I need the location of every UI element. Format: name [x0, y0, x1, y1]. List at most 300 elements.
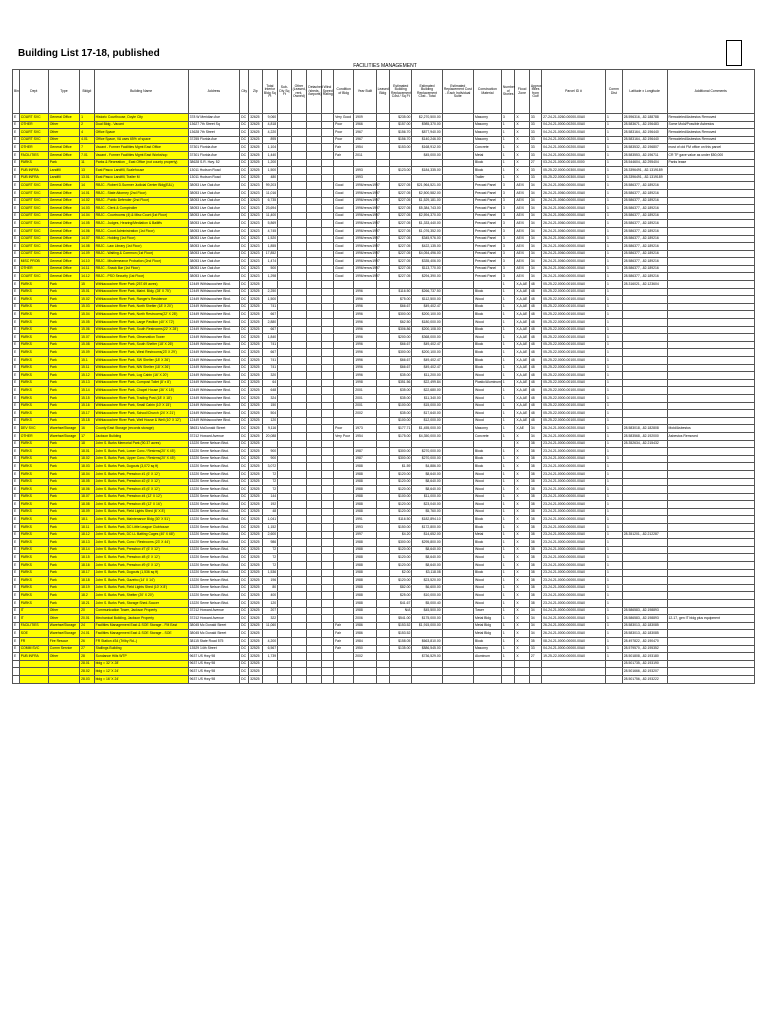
- cell-det: [307, 394, 322, 402]
- cell-suite: [442, 554, 473, 562]
- cell-bin: E: [13, 319, 20, 327]
- cell-suite: [442, 227, 473, 235]
- cell-leased: [376, 531, 389, 539]
- cell-mi: 27: [529, 159, 541, 167]
- cell-leased: [376, 615, 389, 623]
- cell-comm: [667, 205, 755, 213]
- cell-city: DC: [240, 440, 249, 448]
- cell-cond: Good: [334, 182, 354, 190]
- cell-cond: [334, 364, 354, 372]
- cell-parcel: 04-24-21-0000-00000-00A0: [542, 645, 606, 653]
- table-row: [13, 562, 755, 570]
- cell-suite: [442, 281, 473, 289]
- cell-city: DC: [240, 159, 249, 167]
- cell-cost: $35.00: [390, 410, 412, 418]
- cell-mi: 48: [529, 319, 541, 327]
- cell-det: [307, 463, 322, 471]
- cell-zip: 32623: [249, 189, 262, 197]
- cell-wind: [321, 136, 333, 144]
- cell-id: 14.08: [80, 243, 95, 251]
- cell-sqft: 1,440: [262, 151, 278, 159]
- cell-total: $184,335.00: [412, 167, 442, 175]
- cell-suite: [442, 463, 473, 471]
- cell-sqft: 1,200: [262, 159, 278, 167]
- cell-total: $11,200.00: [412, 372, 442, 380]
- cell-cost: $100.00: [390, 402, 412, 410]
- cell-year: 1988: [354, 584, 376, 592]
- cell-parcel: 05-25-22-0000-00100-00A0: [542, 402, 606, 410]
- cell-mi: 38: [529, 600, 541, 608]
- cell-det: [307, 349, 322, 357]
- cell-zip: 32623: [249, 243, 262, 251]
- cell-zip: 32625: [249, 607, 262, 615]
- cell-cost: $2.00: [390, 569, 412, 577]
- cell-leased: [376, 341, 389, 349]
- cell-total: $175,000.00: [412, 615, 442, 623]
- cell-ll: [622, 410, 667, 418]
- cell-fz: X: [515, 554, 530, 562]
- cell-comm: [667, 250, 755, 258]
- cell-mi: 34: [529, 607, 541, 615]
- cell-mat: Wood: [473, 600, 501, 608]
- cell-name: John S. Burks Park, Storage Shed-Soccer: [94, 600, 188, 608]
- cell-ll: 28.583018, -82.182808: [622, 425, 667, 433]
- cell-parcel: 26-24-21-0060-00000-00A0: [542, 265, 606, 273]
- cell-mat: Precast Panel: [473, 189, 501, 197]
- cell-name: Sundance Hills WTP: [94, 653, 188, 661]
- cell-comm: [667, 357, 755, 365]
- cell-zip: 32525: [249, 600, 262, 608]
- cell-year: 1954: [354, 144, 376, 152]
- cell-oth: [291, 288, 307, 296]
- cell-type: Park: [48, 288, 79, 296]
- cell-name: John S. Burks Park, Upper Conc / Restrms(20' X 45'): [94, 455, 188, 463]
- cell-comm: [667, 554, 755, 562]
- cell-suite: [442, 151, 473, 159]
- column-header: Bldg#: [80, 70, 95, 114]
- cell-parcel: 26-24-21-0000-00200-00A0: [542, 425, 606, 433]
- cell-det: [307, 600, 322, 608]
- cell-det: [307, 448, 322, 456]
- table-row: [13, 349, 755, 357]
- cell-cost: $66.67: [390, 357, 412, 365]
- cell-leased: [376, 653, 389, 661]
- cell-st: 3: [501, 273, 514, 281]
- cell-sqft: 900: [262, 448, 278, 456]
- cell-wind: [321, 470, 333, 478]
- column-header: Address: [188, 70, 239, 114]
- cell-det: [307, 357, 322, 365]
- column-header: Other (Leased, rent, Owned): [291, 70, 307, 114]
- cell-total: $8,640.00: [412, 478, 442, 486]
- cell-total: $736,529.00: [412, 653, 442, 661]
- cell-sqft: 11,060: [262, 622, 278, 630]
- cell-parcel: 04-24-21-0000-00000-00A0: [542, 607, 606, 615]
- cell-oth: [291, 432, 307, 440]
- cell-city: DC: [240, 212, 249, 220]
- cell-det: [307, 258, 322, 266]
- cell-cond: [334, 486, 354, 494]
- cell-cost: $120.00: [390, 562, 412, 570]
- cell-wind: [321, 311, 333, 319]
- cell-mat: Block: [473, 455, 501, 463]
- cell-mat: Precast Panel: [473, 243, 501, 251]
- cell-comm: [667, 311, 755, 319]
- cell-cond: Good: [334, 265, 354, 273]
- cell-st: 1: [501, 493, 514, 501]
- cell-fz: X: [515, 114, 530, 122]
- cell-sqft: 1,739: [262, 653, 278, 661]
- cell-cond: [334, 668, 354, 676]
- cell-dept: [19, 660, 48, 668]
- cell-ll: 28.586377, -82.189216: [622, 243, 667, 251]
- cell-zip: 32623: [249, 250, 262, 258]
- cell-dept: PARKS: [19, 334, 48, 342]
- cell-ll: 28.586377, -82.189216: [622, 250, 667, 258]
- cell-sqft: 1,474: [262, 258, 278, 266]
- cell-cond: Fair: [334, 630, 354, 638]
- cell-sqft: 1,855: [262, 243, 278, 251]
- cell-fz: AE/X: [515, 243, 530, 251]
- cell-city: DC: [240, 630, 249, 638]
- cell-city: DC: [240, 637, 249, 645]
- cell-year: 1996/renov1997: [354, 250, 376, 258]
- cell-oth: [291, 493, 307, 501]
- cell-sqft: 20,088: [262, 432, 278, 440]
- cell-mat: Block: [473, 448, 501, 456]
- cell-sub: [278, 319, 291, 327]
- cell-wind: [321, 630, 333, 638]
- cell-zip: 32525: [249, 478, 262, 486]
- cell-bin: E: [13, 622, 20, 630]
- cell-wind: [321, 121, 333, 129]
- cell-leased: [376, 121, 389, 129]
- cell-type: Park: [48, 470, 79, 478]
- cell-dept: COURT SVC: [19, 205, 48, 213]
- column-header: Wind Speed Rating: [321, 70, 333, 114]
- cell-comm: [667, 273, 755, 281]
- cell-leased: [376, 417, 389, 425]
- cell-id: 15.05: [80, 319, 95, 327]
- cell-st: 1: [501, 432, 514, 440]
- cell-type: Park: [48, 281, 79, 289]
- cell-suite: [442, 448, 473, 456]
- cell-comm: [667, 372, 755, 380]
- cell-type: Park: [48, 569, 79, 577]
- cell-comm: [667, 630, 755, 638]
- cell-mi: 48: [529, 311, 541, 319]
- cell-addr: 38045 Mc Donald Street: [188, 630, 239, 638]
- cell-cond: [334, 448, 354, 456]
- cell-cond: Good: [334, 243, 354, 251]
- cell-sub: [278, 600, 291, 608]
- cell-ll: [622, 600, 667, 608]
- cell-cd: 1: [605, 250, 622, 258]
- cell-parcel: 05-25-22-0000-00100-00A0: [542, 341, 606, 349]
- cell-dept: PARKS: [19, 562, 48, 570]
- cell-bin: E: [13, 653, 20, 661]
- cell-cd: 1: [605, 326, 622, 334]
- cell-oth: [291, 546, 307, 554]
- cell-mat: Wood: [473, 577, 501, 585]
- cell-parcel: 23-24-21-0000-00000-00A0: [542, 554, 606, 562]
- cell-zip: 32525: [249, 303, 262, 311]
- cell-sub: [278, 417, 291, 425]
- cell-st: 1: [501, 159, 514, 167]
- cell-total: $295,800.00: [412, 539, 442, 547]
- cell-mi: 48: [529, 341, 541, 349]
- cell-year: 1996/renov1997: [354, 205, 376, 213]
- cell-mi: 33: [529, 151, 541, 159]
- cell-name: Withlacoochee River Park, North Restrooms(22' X 28'): [94, 311, 188, 319]
- cell-id: 14.02: [80, 197, 95, 205]
- cell-year: [354, 440, 376, 448]
- cell-sub: [278, 546, 291, 554]
- cell-suite: [442, 273, 473, 281]
- cell-sub: [278, 577, 291, 585]
- cell-mi: 34: [529, 622, 541, 630]
- cell-cost: $227.05: [390, 273, 412, 281]
- cell-id: 15.06: [80, 326, 95, 334]
- cell-mat: Concrete: [473, 144, 501, 152]
- cell-zip: 32525: [249, 311, 262, 319]
- cell-parcel: 23-24-21-0000-00000-00A0: [542, 539, 606, 547]
- table-row: [13, 129, 755, 137]
- cell-cost: $66.67: [390, 364, 412, 372]
- cell-zip: 32525: [249, 281, 262, 289]
- cell-cost: $177.71: [390, 425, 412, 433]
- cell-addr: 13220 Seme Nelson Blvd.: [188, 524, 239, 532]
- cell-year: 1996/renov1997: [354, 220, 376, 228]
- cell-suite: [442, 167, 473, 175]
- cell-name: Historic Courthouse, Doyle City: [94, 114, 188, 122]
- cell-comm: [667, 637, 755, 645]
- cell-year: 1998: [354, 379, 376, 387]
- cell-suite: [442, 425, 473, 433]
- cell-wind: [321, 182, 333, 190]
- cell-cd: 1: [605, 410, 622, 418]
- cell-fz: X: [515, 630, 530, 638]
- cell-dept: PARKS: [19, 410, 48, 418]
- cell-dept: PARKS: [19, 288, 48, 296]
- cell-cd: 1: [605, 622, 622, 630]
- cell-oth: [291, 167, 307, 175]
- cell-leased: [376, 539, 389, 547]
- cell-addr: 13627 7th Street Sq: [188, 121, 239, 129]
- cell-mat: Masonry: [473, 114, 501, 122]
- cell-oth: [291, 668, 307, 676]
- cell-ll: 28.586583, -82.198893: [622, 615, 667, 623]
- cell-bin: E: [13, 394, 20, 402]
- cell-leased: [376, 607, 389, 615]
- cell-fz: X: [515, 653, 530, 661]
- cell-cd: 1: [605, 159, 622, 167]
- cell-cd: 1: [605, 303, 622, 311]
- cell-sqft: 667: [262, 349, 278, 357]
- cell-st: 1: [501, 516, 514, 524]
- cell-suite: [442, 258, 473, 266]
- cell-st: 1: [501, 470, 514, 478]
- cell-suite: [442, 455, 473, 463]
- cell-cd: 1: [605, 637, 622, 645]
- cell-suite: [442, 410, 473, 418]
- cell-cond: [334, 592, 354, 600]
- cell-cd: 1: [605, 387, 622, 395]
- cell-wind: [321, 501, 333, 509]
- cell-id: 18.17: [80, 569, 95, 577]
- cell-type: Park: [48, 501, 79, 509]
- cell-zip: 32525: [249, 516, 262, 524]
- cell-id: 24.01: [80, 630, 95, 638]
- cell-fz: X: [515, 129, 530, 137]
- cell-mat: Block: [473, 159, 501, 167]
- cell-fz: X: [515, 493, 530, 501]
- cell-st: 1: [501, 341, 514, 349]
- cell-mat: [473, 440, 501, 448]
- cell-addr: 12449 Withlacoochee Blvd.: [188, 387, 239, 395]
- cell-addr: 13220 Seme Nelson Blvd.: [188, 493, 239, 501]
- cell-mat: Masonry: [473, 645, 501, 653]
- cell-leased: [376, 167, 389, 175]
- cell-name: Stallings Building: [94, 645, 188, 653]
- cell-addr: 38053 Live Oak Ave: [188, 235, 239, 243]
- cell-dept: PARKS: [19, 600, 48, 608]
- cell-ll: [622, 478, 667, 486]
- cell-type: General Office: [48, 265, 79, 273]
- cell-det: [307, 501, 322, 509]
- cell-wind: [321, 569, 333, 577]
- cell-oth: [291, 159, 307, 167]
- cell-det: [307, 250, 322, 258]
- table-row: [13, 250, 755, 258]
- cell-name: RBJC - State Attorney (2nd Floor): [94, 189, 188, 197]
- cell-total: $112,500.00: [412, 296, 442, 304]
- cell-sqft: 72: [262, 554, 278, 562]
- cell-cost: $227.05: [390, 197, 412, 205]
- cell-wind: [321, 508, 333, 516]
- table-row: [13, 212, 755, 220]
- cell-name: RBJC - Judges, Hearing/Mediation & Bailiffs: [94, 220, 188, 228]
- cell-fz: X,A,AE: [515, 402, 530, 410]
- cell-fz: AE/X: [515, 258, 530, 266]
- cell-cd: 1: [605, 478, 622, 486]
- cell-total: $45,000.00: [412, 151, 442, 159]
- cell-addr: 12449 Withlacoochee Blvd.: [188, 319, 239, 327]
- cell-zip: 32525: [249, 539, 262, 547]
- cell-zip: 32525: [249, 174, 262, 182]
- cell-mi: 38: [529, 577, 541, 585]
- cell-id: 28.01: [80, 660, 95, 668]
- cell-addr: 38628 S.R. Hwy. 52: [188, 159, 239, 167]
- cell-fz: X: [515, 508, 530, 516]
- cell-cd: 1: [605, 607, 622, 615]
- cell-cost: $306.86: [390, 326, 412, 334]
- cell-ll: 28.586377, -82.189216: [622, 189, 667, 197]
- cell-wind: [321, 258, 333, 266]
- cell-mat: Block: [473, 524, 501, 532]
- cell-type: Park: [48, 402, 79, 410]
- cell-cost: $66.67: [390, 341, 412, 349]
- cell-suite: [442, 379, 473, 387]
- cell-addr: 38631 McDonald Street: [188, 425, 239, 433]
- cell-st: 3: [501, 189, 514, 197]
- cell-name: bldg = 12' X 24': [94, 668, 188, 676]
- cell-oth: [291, 243, 307, 251]
- cell-mat: Wood: [473, 372, 501, 380]
- cell-wind: [321, 402, 333, 410]
- cell-wind: [321, 159, 333, 167]
- table-row: [13, 554, 755, 562]
- cell-bin: E: [13, 235, 20, 243]
- cell-cond: [334, 607, 354, 615]
- cell-city: DC: [240, 410, 249, 418]
- cell-comm: [667, 288, 755, 296]
- cell-total: $182,894.10: [412, 516, 442, 524]
- cell-mat: Block: [473, 303, 501, 311]
- cell-cond: Fair: [334, 645, 354, 653]
- cell-type: General Office: [48, 144, 79, 152]
- cell-ll: 28.3396491, -82.1319189: [622, 167, 667, 175]
- cell-total: $8,640.00: [412, 562, 442, 570]
- cell-det: [307, 334, 322, 342]
- cell-fz: X: [515, 478, 530, 486]
- cell-dept: IT: [19, 607, 48, 615]
- cell-total: $345,976.00: [412, 235, 442, 243]
- cell-sub: [278, 326, 291, 334]
- cell-comm: Mold/Asbestos: [667, 425, 755, 433]
- cell-city: DC: [240, 129, 249, 137]
- cell-st: 1: [501, 311, 514, 319]
- cell-oth: [291, 516, 307, 524]
- cell-mi: 38: [529, 531, 541, 539]
- cell-zip: 32623: [249, 212, 262, 220]
- cell-zip: 32525: [249, 569, 262, 577]
- cell-cond: Good: [334, 258, 354, 266]
- cell-sub: [278, 341, 291, 349]
- cell-mat: Block: [473, 326, 501, 334]
- cell-cost: $150.00: [390, 524, 412, 532]
- cell-ll: 28.497822, -82.190470: [622, 637, 667, 645]
- cell-city: DC: [240, 508, 249, 516]
- cell-bin: E: [13, 478, 20, 486]
- cell-addr: 9637 US Hwy 98: [188, 675, 239, 683]
- cell-total: $200,100.00: [412, 349, 442, 357]
- cell-dept: FR: [19, 637, 48, 645]
- cell-cond: [334, 311, 354, 319]
- cell-zip: 32525: [249, 349, 262, 357]
- cell-oth: [291, 265, 307, 273]
- cell-mat: Precast Panel: [473, 212, 501, 220]
- cell-st: 3: [501, 182, 514, 190]
- cell-city: DC: [240, 250, 249, 258]
- cell-oth: [291, 349, 307, 357]
- cell-dept: OTHER: [19, 121, 48, 129]
- cell-mat: [473, 660, 501, 668]
- cell-suite: [442, 622, 473, 630]
- table-row: [13, 357, 755, 365]
- cell-sub: [278, 508, 291, 516]
- cell-cost: $351.56: [390, 379, 412, 387]
- cell-mi: 33: [529, 144, 541, 152]
- building-table: [12, 69, 755, 684]
- cell-type: Other: [48, 121, 79, 129]
- table-row: [13, 174, 755, 182]
- table-row: [13, 501, 755, 509]
- cell-mat: [473, 281, 501, 289]
- cell-sqft: 900: [262, 455, 278, 463]
- cell-dept: COURT SVC: [19, 250, 48, 258]
- cell-wind: [321, 220, 333, 228]
